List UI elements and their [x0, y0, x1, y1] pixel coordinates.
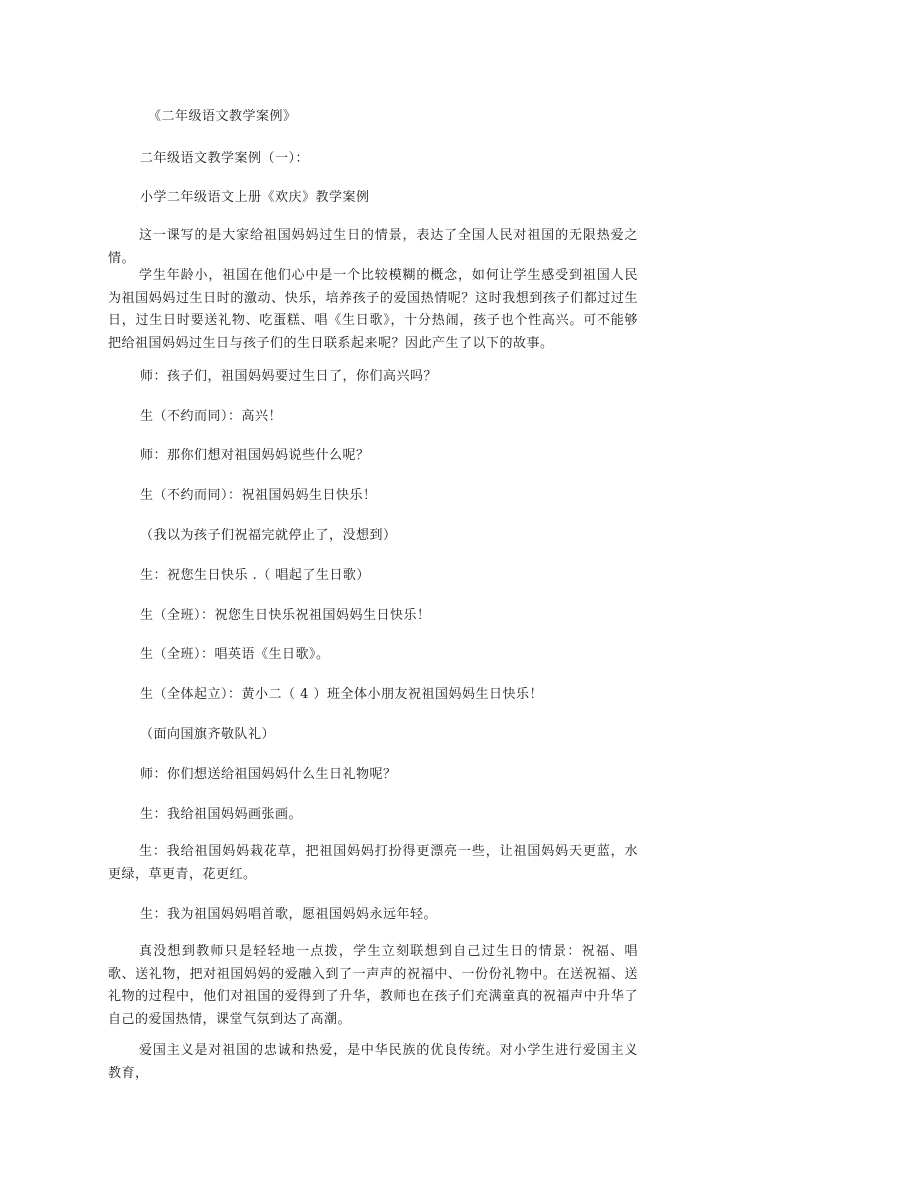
dialogue-line: 生：我给祖国妈妈栽花草，把祖国妈妈打扮得更漂亮一些，让祖国妈妈天更蓝，水更绿，草更青，花更红。: [108, 844, 638, 882]
dialogue-line: 生：我为祖国妈妈唱首歌，愿祖国妈妈永远年轻。: [140, 907, 438, 922]
dialogue-line: 师：你们想送给祖国妈妈什么生日礼物呢？: [140, 767, 397, 782]
intro-paragraph: 这一课写的是大家给祖国妈妈过生日的情景，表达了全国人民对祖国的无限热爱之情。: [108, 228, 638, 266]
dialogue-line: （我以为孩子们祝福完就停止了，没想到）: [140, 528, 397, 543]
dialogue-line: 师：那你们想对祖国妈妈说些什么呢？: [140, 448, 370, 463]
dialogue-line: 生（全班）：唱英语《生日歌》。: [140, 647, 330, 662]
dialogue-line: 生：祝您生日快乐 .（ 唱起了生日歌）: [140, 568, 370, 583]
document-subtitle: 二年级语文教学案例（一）：: [140, 151, 310, 166]
dialogue-line: 生：我给祖国妈妈画张画。: [140, 807, 303, 822]
dialogue-line: 师：孩子们，祖国妈妈要过生日了，你们高兴吗？: [140, 369, 438, 384]
dialogue-line: 生（不约而同）：祝祖国妈妈生日快乐！: [140, 488, 377, 503]
dialogue-line: 生（不约而同）：高兴！: [140, 409, 283, 424]
document-title: 《二年级语文教学案例》: [148, 109, 297, 124]
dialogue-line: 生（全体起立）：黄小二（ 4 ）班全体小朋友祝祖国妈妈生日快乐！: [140, 687, 544, 702]
dialogue-line: 生（全班）：祝您生日快乐祝祖国妈妈生日快乐！: [140, 608, 431, 623]
background-paragraph: 学生年龄小，祖国在他们心中是一个比较模糊的概念，如何让学生感受到祖国人民为祖国妈妈过生日时的激动、快乐，培养孩子的爱国热情呢？这时我想到孩子们都过过生日，过生日时要送礼物、吃蛋糕、唱《生日歌》，十分热闹，孩子也个性高兴。可不能够把给祖国妈妈过生日与孩子们的生日联系起来呢？因此产生了以下的故事。: [108, 268, 638, 351]
conclusion-paragraph: 爱国主义是对祖国的忠诚和热爱，是中华民族的优良传统。对小学生进行爱国主义教育，: [108, 1043, 638, 1081]
reflection-paragraph: 真没想到教师只是轻轻地一点拨，学生立刻联想到自己过生日的情景：祝福、唱歌、送礼物，把对祖国妈妈的爱融入到了一声声的祝福中、一份份礼物中。在送祝福、送礼物的过程中，他们对祖国的爱得到了升华，教师也在孩子们充满童真的祝福声中升华了自己的爱国热情，课堂气氛到达了高潮。: [108, 944, 638, 1027]
dialogue-line: （面向国旗齐敬队礼）: [140, 727, 276, 742]
lesson-title: 小学二年级语文上册《欢庆》教学案例: [140, 190, 370, 205]
